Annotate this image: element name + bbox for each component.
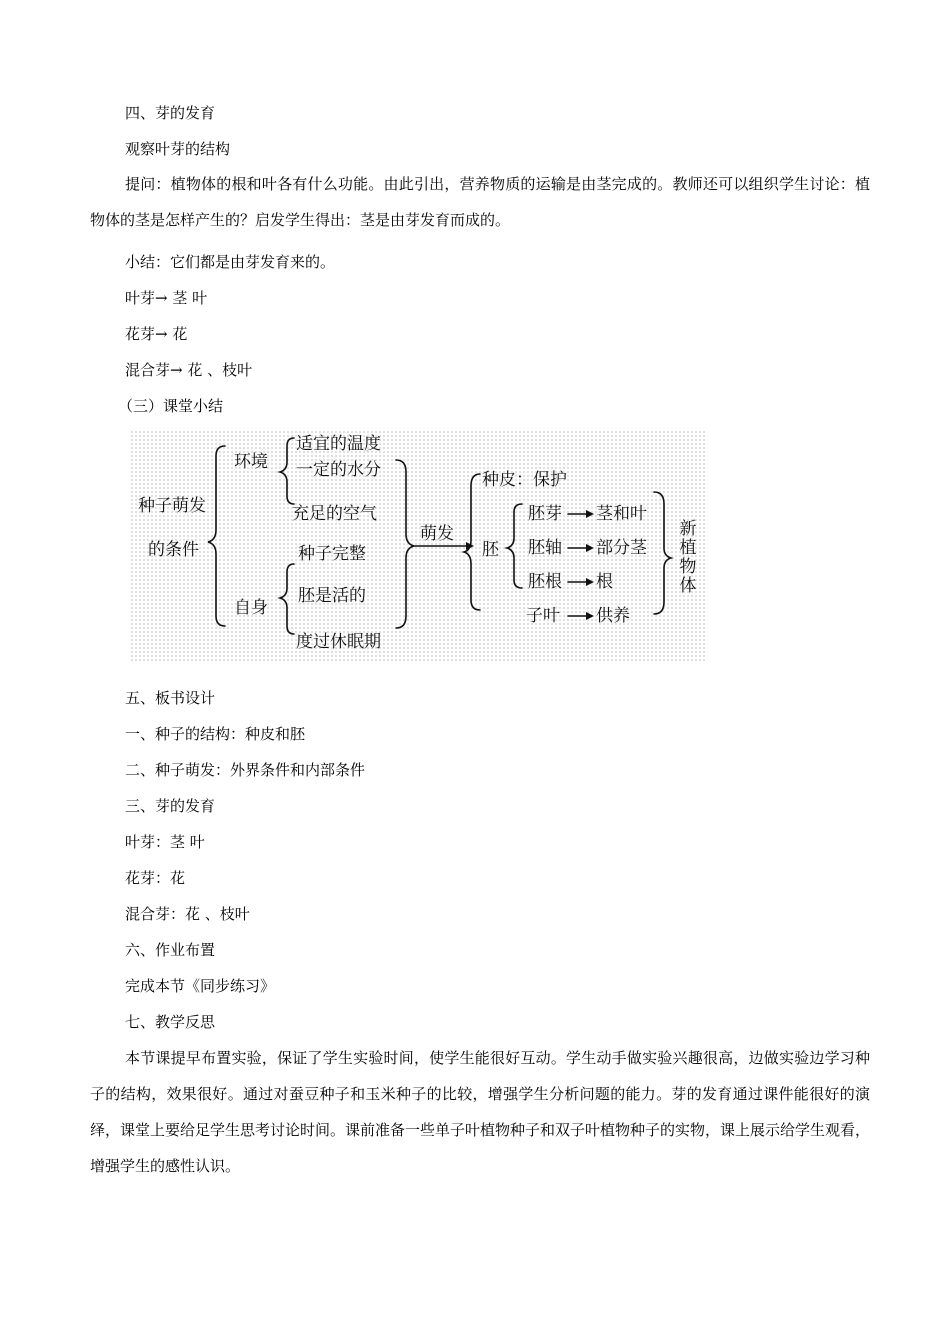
part-radicle: 胚根 <box>528 572 562 592</box>
env-item-water: 一定的水分 <box>296 460 381 480</box>
part-hypocotyl: 胚轴 <box>528 538 562 558</box>
s5-title: 五、板书设计 <box>125 689 216 707</box>
brace-seed <box>464 474 480 610</box>
board-3: 三、芽的发育 <box>125 797 216 815</box>
self-item-intact: 种子完整 <box>298 544 366 564</box>
part-cotyledon: 子叶 <box>526 606 560 626</box>
result-stem-leaf: 茎和叶 <box>596 504 647 524</box>
brace-newplant <box>654 492 671 614</box>
s7-title: 七、教学反思 <box>125 1013 216 1031</box>
env-label: 环境 <box>234 452 268 472</box>
reflection: 本节课提早布置实验，保证了学生实验时间，使学生能很好互动。学生动手做实验兴趣很高，边做实验边学习种子的结构，效果很好。通过对蚕豆种子和玉米种子的比较，增强学生分析问题的能力。芽的发育通过课件能很好的演绎，课堂上要给足学生思考讨论时间。课前准备一些单子叶植物种子和双子叶植物种子的实物，课上展示给学生观看，增强学生的感性认识。 <box>90 1049 871 1175</box>
self-item-dormancy: 度过休眠期 <box>296 632 381 652</box>
arrowhead-cotyledon <box>586 612 594 620</box>
result-supply: 供养 <box>596 606 630 626</box>
env-item-temperature: 适宜的温度 <box>296 434 381 454</box>
brace-self <box>280 564 294 634</box>
part-plumule: 胚芽 <box>528 504 562 524</box>
self-item-alive: 胚是活的 <box>298 586 366 606</box>
arrowhead-radicle <box>586 578 594 586</box>
summary-diagram <box>130 430 705 662</box>
brace-conditions <box>208 446 225 626</box>
bud-flower: 花芽→ 花 <box>125 325 188 343</box>
brace-embryo <box>507 504 522 588</box>
result-root: 根 <box>596 572 613 592</box>
germinate-label: 萌发 <box>420 524 454 544</box>
self-label: 自身 <box>234 598 268 618</box>
env-item-air: 充足的空气 <box>292 504 377 524</box>
s4-title: 四、芽的发育 <box>125 104 216 122</box>
s4-observe: 观察叶芽的结构 <box>125 140 231 158</box>
board-leaf: 叶芽：茎 叶 <box>125 833 205 851</box>
s4-summary: 小结：它们都是由芽发育来的。 <box>125 253 336 271</box>
bud-leaf: 叶芽→ 茎 叶 <box>125 289 208 307</box>
board-flower: 花芽：花 <box>125 869 186 887</box>
result-partial-stem: 部分茎 <box>596 538 647 558</box>
brace-conditions-close <box>396 460 414 628</box>
s3-title: （三）课堂小结 <box>118 397 224 415</box>
s4-question: 提问：植物体的根和叶各有什么功能。由此引出，营养物质的运输是由茎完成的。教师还可以组织学生讨论：植物体的茎是怎样产生的？启发学生得出：茎是由芽发育而成的。 <box>90 175 870 229</box>
new-plant-label: 新植物体 <box>679 519 697 596</box>
arrowhead-hypocotyl <box>586 544 594 552</box>
root-line2: 的条件 <box>148 540 199 560</box>
arrowhead-plumule <box>586 510 594 518</box>
seed-coat: 种皮：保护 <box>482 470 567 490</box>
embryo-label: 胚 <box>482 540 499 560</box>
s6-title: 六、作业布置 <box>125 941 216 959</box>
brace-env <box>280 438 294 504</box>
homework: 完成本节《同步练习》 <box>125 977 276 995</box>
board-2: 二、种子萌发：外界条件和内部条件 <box>125 761 366 779</box>
bud-mixed: 混合芽→ 花 、枝叶 <box>125 361 253 379</box>
board-1: 一、种子的结构：种皮和胚 <box>125 725 306 743</box>
root-line1: 种子萌发 <box>138 496 206 516</box>
board-mixed: 混合芽：花 、枝叶 <box>125 905 250 923</box>
